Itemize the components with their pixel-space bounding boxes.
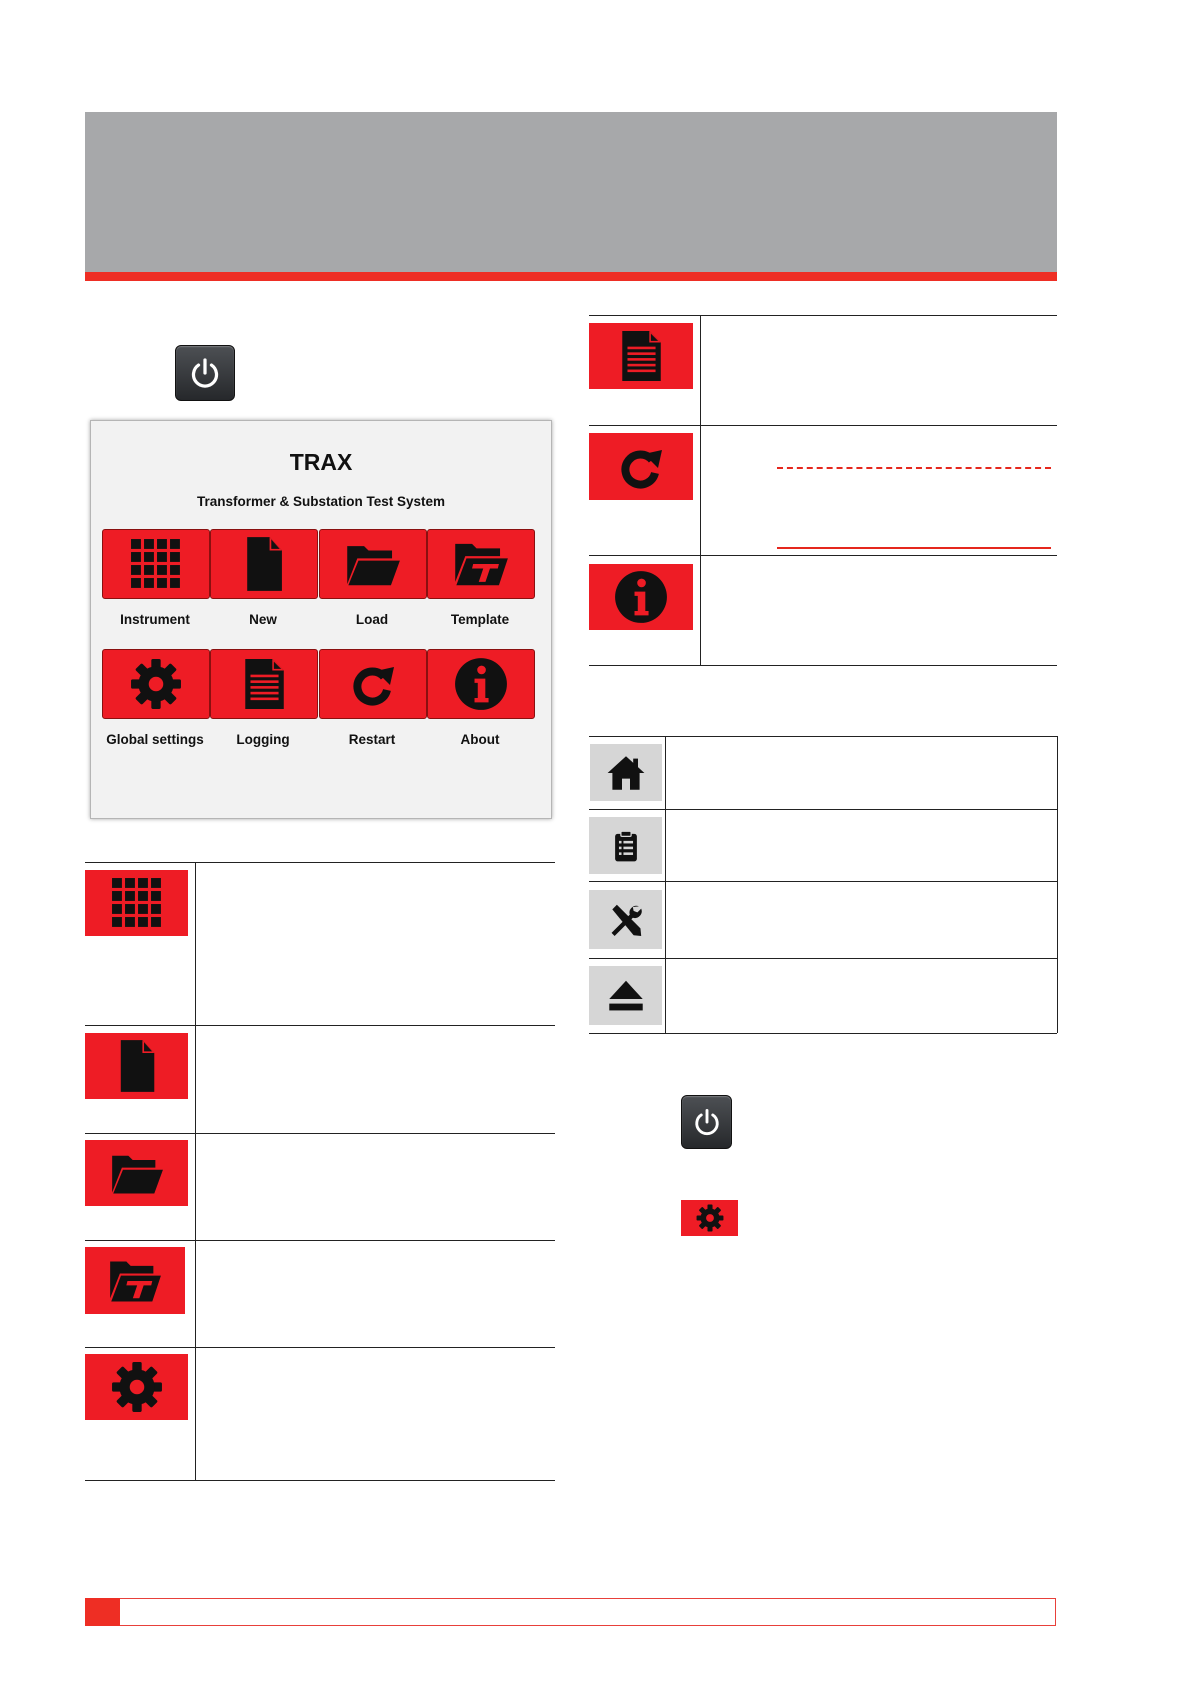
folder-open-icon bbox=[110, 1146, 164, 1200]
new-document-icon bbox=[236, 536, 292, 592]
eject-icon bbox=[607, 977, 645, 1015]
eject-icon-cell bbox=[589, 966, 662, 1025]
template-folder-icon bbox=[453, 536, 509, 592]
new-label: New bbox=[249, 612, 277, 627]
table-rule bbox=[85, 1347, 555, 1348]
clipboard-icon-cell bbox=[589, 817, 662, 874]
restart-tile[interactable] bbox=[319, 649, 427, 719]
table-column-divider bbox=[700, 315, 701, 665]
log-document-icon bbox=[238, 656, 290, 712]
table-rule bbox=[85, 1240, 555, 1241]
app-subtitle: Transformer & Substation Test System bbox=[196, 494, 446, 509]
restart-icon bbox=[348, 659, 398, 709]
table-rule bbox=[589, 809, 1057, 810]
table-rule bbox=[589, 958, 1057, 959]
global-settings-tile[interactable] bbox=[102, 649, 210, 719]
footer-accent bbox=[85, 1598, 120, 1626]
new-icon-cell bbox=[85, 1033, 188, 1099]
table-rule bbox=[589, 315, 1057, 316]
dashed-red-line bbox=[777, 467, 1051, 469]
about-label: About bbox=[460, 732, 500, 747]
info-icon bbox=[614, 570, 668, 624]
gear-icon bbox=[696, 1204, 724, 1232]
home-icon-cell bbox=[590, 744, 662, 801]
table-rule bbox=[589, 425, 1057, 426]
table-column-divider bbox=[195, 862, 196, 1480]
global-settings-label: Global settings bbox=[106, 732, 204, 747]
table-rule bbox=[589, 881, 1057, 882]
grid-icon bbox=[111, 877, 163, 929]
gear-icon bbox=[111, 1361, 163, 1413]
load-tile[interactable] bbox=[319, 529, 427, 599]
new-tile[interactable] bbox=[210, 529, 318, 599]
global-settings-icon-cell bbox=[85, 1354, 188, 1420]
log-document-icon bbox=[615, 328, 667, 384]
power-button[interactable] bbox=[175, 345, 235, 401]
header-accent-bar bbox=[85, 272, 1057, 281]
table-rule bbox=[589, 665, 1057, 666]
table-column-divider bbox=[665, 736, 666, 1033]
table-rule bbox=[85, 862, 555, 863]
template-label: Template bbox=[450, 612, 510, 627]
instrument-label: Instrument bbox=[120, 612, 190, 627]
logging-label: Logging bbox=[236, 732, 290, 747]
template-folder-icon bbox=[108, 1254, 162, 1308]
table-rule bbox=[589, 555, 1057, 556]
load-icon-cell bbox=[85, 1140, 188, 1206]
info-icon bbox=[454, 657, 508, 711]
footer-bar bbox=[85, 1598, 1056, 1626]
template-icon-cell bbox=[85, 1247, 185, 1314]
restart-icon-cell bbox=[589, 433, 693, 500]
table-rule bbox=[85, 1025, 555, 1026]
home-icon bbox=[606, 753, 646, 793]
table-rule bbox=[85, 1133, 555, 1134]
solid-red-line bbox=[777, 547, 1051, 549]
logging-icon-cell bbox=[589, 323, 693, 389]
table-rule bbox=[85, 1480, 555, 1481]
power-icon bbox=[187, 355, 223, 391]
power-button-small[interactable] bbox=[681, 1095, 732, 1149]
restart-label: Restart bbox=[348, 732, 396, 747]
restart-icon bbox=[616, 442, 666, 492]
about-tile[interactable] bbox=[427, 649, 535, 719]
load-label: Load bbox=[355, 612, 389, 627]
app-title: TRAX bbox=[289, 449, 353, 475]
clipboard-icon bbox=[610, 828, 642, 864]
logging-tile[interactable] bbox=[210, 649, 318, 719]
start-screen-panel bbox=[90, 420, 552, 819]
header-band bbox=[85, 112, 1057, 272]
tools-icon bbox=[607, 901, 645, 939]
folder-open-icon bbox=[345, 536, 401, 592]
table-rule bbox=[589, 1033, 1057, 1034]
tools-icon-cell bbox=[589, 890, 662, 949]
instrument-tile[interactable] bbox=[102, 529, 210, 599]
template-tile[interactable] bbox=[427, 529, 535, 599]
settings-icon-inline bbox=[681, 1200, 738, 1236]
table-right-border bbox=[1057, 736, 1058, 1033]
table-rule bbox=[589, 736, 1057, 737]
about-icon-cell bbox=[589, 564, 693, 630]
instrument-icon-cell bbox=[85, 870, 188, 936]
new-document-icon bbox=[110, 1039, 164, 1093]
grid-icon bbox=[130, 538, 182, 590]
power-icon bbox=[691, 1106, 723, 1138]
gear-icon bbox=[130, 658, 182, 710]
